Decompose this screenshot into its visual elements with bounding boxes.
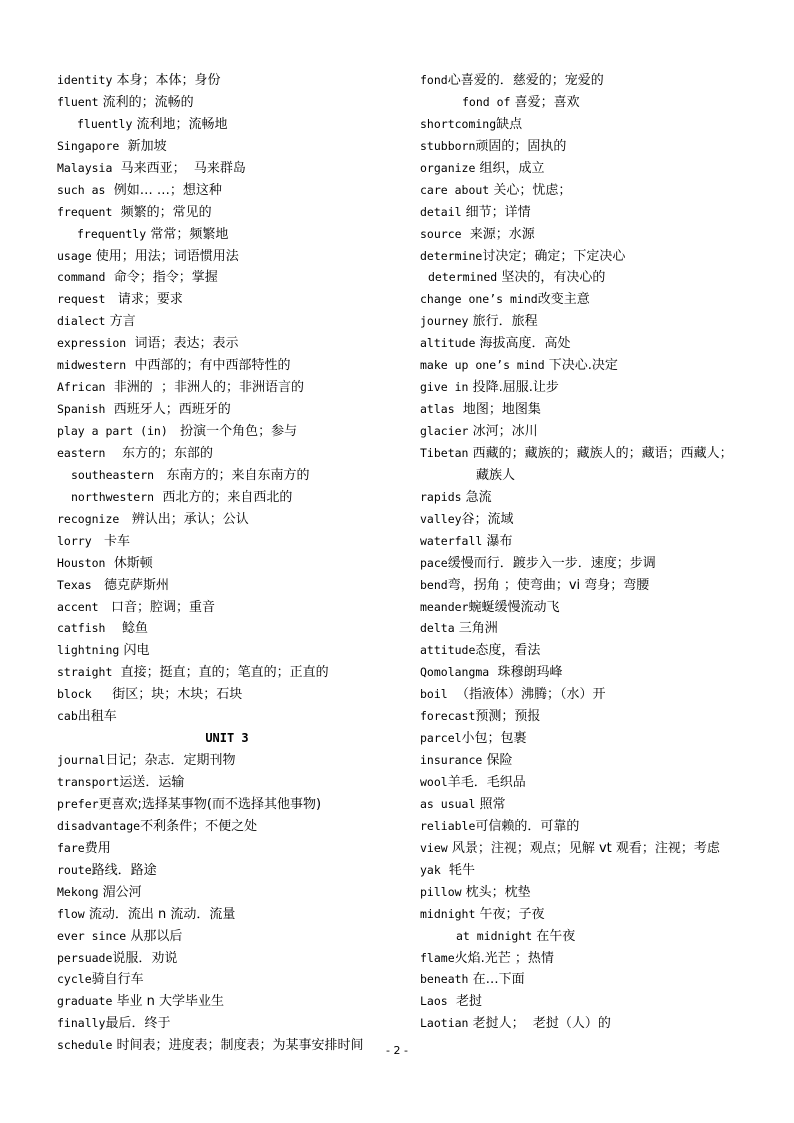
vocab-definition: 扮演一个角色；参与 bbox=[167, 424, 298, 439]
vocab-entry bbox=[420, 948, 780, 970]
unit-heading: UNIT 3 bbox=[205, 731, 249, 746]
vocab-word: midwestern bbox=[57, 358, 127, 373]
vocab-entry bbox=[420, 311, 780, 333]
vocab-entry bbox=[57, 267, 407, 289]
vocab-word: Laos bbox=[420, 994, 448, 1009]
vocab-definition: 讨决定；确定；下定决心 bbox=[482, 248, 626, 264]
vocab-word: block bbox=[57, 687, 92, 702]
vocab-entry bbox=[420, 158, 780, 180]
vocab-definition: 牦牛 bbox=[440, 862, 476, 878]
vocab-definition: 西藏的；藏族的；藏族人的；藏语；西藏人； bbox=[468, 445, 733, 461]
vocab-entry bbox=[420, 816, 780, 838]
vocab-definition: 东方的；东部的 bbox=[105, 445, 213, 461]
vocab-word: African bbox=[57, 380, 106, 395]
vocab-definition: 方言 bbox=[105, 314, 136, 330]
vocab-word: beneath bbox=[420, 972, 469, 987]
vocab-definition: 更喜欢;选择某事物(而不选择其他事物) bbox=[98, 796, 322, 812]
vocab-definition: 风景；注视；观点；见解 vt 观看；注视；考虑 bbox=[447, 840, 720, 856]
vocab-word: Laotian bbox=[420, 1016, 469, 1031]
vocab-entry bbox=[420, 750, 780, 772]
vocab-entry bbox=[420, 377, 780, 399]
vocab-word: cycle bbox=[57, 972, 92, 987]
vocab-definition: 组织，成立 bbox=[475, 160, 545, 176]
vocab-word: forecast bbox=[420, 709, 476, 724]
vocab-definition: 本身；本体；身份 bbox=[112, 73, 221, 88]
vocab-definition: 例如… …；想这种 bbox=[105, 182, 222, 198]
vocab-word: accent bbox=[57, 599, 99, 614]
vocab-definition: 休斯顿 bbox=[105, 555, 153, 571]
vocab-word: as usual bbox=[420, 796, 476, 811]
vocab-entry bbox=[57, 180, 407, 202]
vocab-entry bbox=[420, 289, 780, 311]
vocab-entry bbox=[420, 640, 780, 662]
vocab-definition: 在…下面 bbox=[468, 972, 525, 988]
vocab-definition: 火焰.光芒 ；热情 bbox=[454, 950, 554, 966]
vocab-word: Tibetan bbox=[420, 445, 469, 460]
vocab-entry bbox=[57, 158, 407, 180]
vocab-word: fluent bbox=[57, 94, 99, 109]
vocab-entry bbox=[57, 509, 407, 531]
vocab-word: fare bbox=[57, 840, 85, 855]
vocab-word: catfish bbox=[57, 621, 106, 636]
vocab-entry bbox=[420, 202, 780, 224]
vocab-entry bbox=[57, 794, 407, 816]
vocab-definition: 照常 bbox=[475, 796, 506, 812]
vocab-word: ever since bbox=[57, 928, 127, 943]
vocab-entry bbox=[420, 509, 780, 531]
vocab-definition: 关心；忧虑； bbox=[489, 182, 572, 198]
vocab-entry bbox=[57, 443, 407, 465]
vocab-definition: 湄公河 bbox=[98, 884, 142, 900]
vocab-entry bbox=[57, 70, 407, 92]
vocab-entry bbox=[420, 860, 780, 882]
vocab-word: lightning bbox=[57, 643, 120, 658]
vocab-word: lorry bbox=[57, 533, 92, 548]
vocab-entry bbox=[420, 904, 780, 926]
vocab-definition: 蜿蜒缓慢流动飞 bbox=[468, 599, 560, 615]
vocab-entry bbox=[420, 597, 780, 619]
vocab-definition: 路线．路途 bbox=[91, 862, 157, 878]
vocab-entry bbox=[420, 333, 780, 355]
vocab-word: command bbox=[57, 270, 106, 285]
vocab-definition: 不利条件；不便之处 bbox=[140, 818, 258, 834]
vocab-definition: 可信赖的．可靠的 bbox=[475, 818, 580, 834]
vocab-entry bbox=[420, 706, 780, 728]
vocab-entry bbox=[420, 224, 780, 246]
vocab-definition: 枕头；枕垫 bbox=[461, 884, 531, 900]
vocab-word: transport bbox=[57, 775, 120, 789]
vocab-word: journal bbox=[57, 753, 106, 768]
vocab-entry bbox=[57, 816, 407, 838]
vocab-entry bbox=[57, 246, 407, 268]
vocab-entry bbox=[57, 882, 407, 904]
vocab-entry bbox=[57, 684, 407, 706]
vocab-definition: 心喜爱的．慈爱的；宠爱的 bbox=[447, 73, 604, 88]
vocab-word: identity bbox=[57, 73, 113, 87]
vocab-definition: 下决心.决定 bbox=[544, 358, 618, 374]
vocab-word: expression bbox=[57, 336, 127, 351]
vocab-entry bbox=[57, 772, 407, 794]
vocab-definition: 老挝人； 老挝（人）的 bbox=[468, 1016, 611, 1032]
vocab-word: meander bbox=[420, 599, 469, 614]
vocab-entry bbox=[57, 465, 407, 487]
vocab-entry bbox=[57, 399, 407, 421]
vocab-word: fluently bbox=[77, 116, 133, 131]
vocab-word: straight bbox=[57, 665, 113, 680]
vocab-definition: 流利的；流畅的 bbox=[98, 94, 194, 110]
vocab-word: journey bbox=[420, 314, 469, 329]
vocab-word: Mekong bbox=[57, 884, 99, 899]
vocab-word: insurance bbox=[420, 753, 483, 768]
vocab-word: delta bbox=[420, 621, 455, 636]
vocab-entry bbox=[57, 991, 407, 1013]
vocab-word: altitude bbox=[420, 336, 476, 351]
vocab-definition: 海拔高度．高处 bbox=[475, 336, 571, 352]
vocab-entry bbox=[420, 553, 780, 575]
vocab-word: bend bbox=[420, 577, 448, 592]
vocab-definition: 闪电 bbox=[119, 643, 150, 659]
vocab-definition: 说服．劝说 bbox=[112, 950, 178, 966]
vocab-entry bbox=[420, 70, 780, 92]
vocab-word: rapids bbox=[420, 489, 462, 504]
vocab-definition: 命令；指令；掌握 bbox=[105, 270, 218, 286]
vocab-word: recognize bbox=[57, 511, 120, 526]
vocab-definition: 辨认出；承认；公认 bbox=[119, 511, 249, 527]
vocab-word: dialect bbox=[57, 314, 106, 329]
vocab-word: atlas bbox=[420, 402, 455, 417]
vocab-word: graduate bbox=[57, 994, 113, 1009]
vocab-definition: 常常；频繁地 bbox=[146, 226, 229, 242]
vocab-definition: 珠穆朗玛峰 bbox=[489, 665, 563, 681]
vocab-entry bbox=[420, 794, 780, 816]
vocab-entry bbox=[420, 1013, 780, 1035]
vocab-entry bbox=[420, 114, 780, 136]
vocab-entry bbox=[57, 355, 407, 377]
vocab-definition: 午夜；子夜 bbox=[475, 906, 545, 922]
vocab-entry bbox=[57, 575, 407, 597]
vocab-word: disadvantage bbox=[57, 818, 141, 833]
vocab-entry bbox=[420, 180, 780, 202]
vocab-definition: 弯，拐角 ；使弯曲；vi 弯身；弯腰 bbox=[447, 577, 650, 593]
vocab-entry bbox=[57, 640, 407, 662]
vocab-word: flow bbox=[57, 906, 85, 921]
vocab-entry-continuation: 藏族人 bbox=[476, 467, 516, 483]
vocab-entry bbox=[57, 1013, 407, 1035]
vocab-word: Houston bbox=[57, 555, 106, 570]
vocab-definition: 中西部的；有中西部特性的 bbox=[126, 358, 291, 374]
vocab-entry bbox=[57, 114, 407, 136]
vocab-definition: 缺点 bbox=[496, 116, 523, 132]
page-number: - 2 - bbox=[386, 1044, 408, 1057]
vocab-word: boil bbox=[420, 687, 448, 702]
vocab-definition: 使用；用法；词语惯用法 bbox=[91, 248, 239, 264]
vocab-definition: 瀑布 bbox=[482, 533, 513, 549]
vocab-definition: 保险 bbox=[482, 753, 513, 769]
vocab-definition: 东南方的；来自东南方的 bbox=[154, 467, 310, 483]
vocab-word: determined bbox=[428, 270, 498, 285]
vocab-definition: 地图；地图集 bbox=[454, 402, 541, 418]
vocab-word: Texas bbox=[57, 577, 92, 592]
vocab-word: pace bbox=[420, 555, 448, 570]
vocab-word: midnight bbox=[420, 906, 476, 921]
vocab-definition: 冰河；冰川 bbox=[468, 424, 538, 439]
vocab-definition: 旅行．旅程 bbox=[468, 314, 538, 330]
vocab-entry bbox=[420, 421, 780, 443]
vocab-entry bbox=[420, 531, 780, 553]
vocab-word: waterfall bbox=[420, 533, 483, 548]
vocab-word: Qomolangma bbox=[420, 665, 490, 680]
vocab-column-left bbox=[57, 70, 407, 1057]
vocab-definition: 急流 bbox=[461, 489, 492, 505]
vocab-definition: 街区；块；木块；石块 bbox=[91, 687, 243, 703]
vocab-word: glacier bbox=[420, 424, 469, 438]
vocab-word: care about bbox=[420, 182, 490, 197]
vocab-entry bbox=[420, 246, 780, 268]
vocab-entry bbox=[57, 311, 407, 333]
vocab-word: frequently bbox=[77, 226, 147, 241]
vocab-word: parcel bbox=[420, 731, 462, 746]
vocab-definition: 卡车 bbox=[91, 533, 131, 549]
vocab-word: determine bbox=[420, 248, 483, 263]
vocab-word: Singapore bbox=[57, 138, 120, 153]
vocab-entry bbox=[57, 706, 407, 728]
vocab-entry bbox=[57, 202, 407, 224]
vocab-entry bbox=[420, 728, 780, 750]
vocab-word: fond bbox=[420, 73, 448, 87]
vocab-definition: 流动．流出 n 流动．流量 bbox=[84, 906, 236, 922]
vocab-entry bbox=[57, 618, 407, 640]
vocab-entry bbox=[57, 838, 407, 860]
vocab-word: yak bbox=[420, 862, 441, 877]
vocab-entry bbox=[57, 750, 407, 772]
vocab-entry bbox=[57, 926, 407, 948]
vocab-definition: 态度，看法 bbox=[475, 643, 541, 659]
vocab-entry bbox=[420, 684, 780, 706]
vocab-entry bbox=[57, 136, 407, 158]
vocab-word: Malaysia bbox=[57, 160, 113, 175]
vocab-word: route bbox=[57, 862, 92, 877]
vocab-definition: 羊毛．毛织品 bbox=[447, 775, 526, 790]
vocab-entry bbox=[57, 969, 407, 991]
vocab-word: frequent bbox=[57, 204, 113, 219]
vocab-definition: 坚决的，有决心的 bbox=[497, 270, 606, 286]
vocab-definition: 投降.屈服.让步 bbox=[468, 380, 559, 396]
vocab-entry bbox=[420, 618, 780, 640]
vocab-definition: 小包；包裹 bbox=[461, 731, 527, 747]
vocab-column-right bbox=[420, 70, 780, 1035]
vocab-definition: 德克萨斯州 bbox=[91, 577, 170, 593]
vocab-entry bbox=[420, 575, 780, 597]
vocab-definition: 频繁的；常见的 bbox=[112, 204, 212, 220]
vocab-word: such as bbox=[57, 182, 106, 197]
vocab-entry bbox=[420, 136, 780, 158]
vocab-definition: 喜爱；喜欢 bbox=[510, 94, 580, 110]
vocab-definition: 骑自行车 bbox=[91, 972, 144, 988]
vocab-entry bbox=[57, 662, 407, 684]
vocab-definition: 请求；要求 bbox=[105, 292, 183, 308]
vocab-definition: 直接；挺直；直的；笔直的；正直的 bbox=[112, 665, 329, 681]
vocab-word: usage bbox=[57, 248, 92, 263]
vocab-definition: 毕业 n 大学毕业生 bbox=[112, 994, 225, 1010]
vocab-entry bbox=[57, 553, 407, 575]
vocab-entry bbox=[57, 421, 407, 443]
vocab-word: stubborn bbox=[420, 138, 476, 153]
vocab-definition: 新加坡 bbox=[119, 138, 167, 154]
vocab-word: prefer bbox=[57, 796, 99, 811]
vocab-definition: 出租车 bbox=[77, 709, 117, 725]
vocab-definition: 时间表；进度表；制度表；为某事安排时间 bbox=[112, 1038, 364, 1054]
vocab-definition: 西北方的；来自西北的 bbox=[154, 489, 293, 505]
vocab-definition: 词语；表达；表示 bbox=[126, 336, 239, 352]
vocab-word: attitude bbox=[420, 643, 476, 658]
vocab-entry bbox=[57, 92, 407, 114]
vocab-word: make up one’s mind bbox=[420, 358, 545, 373]
vocab-definition: 老挝 bbox=[447, 994, 482, 1010]
vocab-entry bbox=[420, 838, 780, 860]
vocab-definition: 从那以后 bbox=[126, 928, 183, 944]
vocab-entry bbox=[420, 355, 780, 377]
vocab-definition: 日记；杂志．定期刊物 bbox=[105, 753, 236, 769]
vocab-definition: 缓慢而行．踱步入一步．速度；步调 bbox=[447, 555, 656, 571]
vocab-definition: 顽固的；固执的 bbox=[475, 138, 567, 154]
vocab-word: valley bbox=[420, 511, 462, 526]
vocab-entry bbox=[420, 772, 780, 794]
vocab-entry bbox=[420, 267, 780, 289]
vocab-word: schedule bbox=[57, 1038, 113, 1053]
vocab-entry bbox=[57, 487, 407, 509]
vocab-definition: 马来西亚； 马来群岛 bbox=[112, 160, 246, 176]
vocab-word: source bbox=[420, 226, 462, 241]
vocab-entry bbox=[420, 92, 780, 114]
vocab-word: pillow bbox=[420, 884, 462, 899]
vocab-word: flame bbox=[420, 950, 455, 965]
vocab-entry bbox=[420, 882, 780, 904]
vocab-entry bbox=[420, 926, 780, 948]
vocab-word: change one’s mind bbox=[420, 292, 538, 307]
vocab-word: finally bbox=[57, 1016, 106, 1031]
vocab-definition: 口音；腔调；重音 bbox=[98, 599, 215, 615]
vocab-word: give in bbox=[420, 380, 469, 395]
vocab-entry bbox=[57, 224, 407, 246]
vocab-entry bbox=[420, 399, 780, 421]
vocab-entry bbox=[57, 904, 407, 926]
vocab-definition: 流利地；流畅地 bbox=[132, 116, 228, 132]
vocab-word: wool bbox=[420, 775, 448, 789]
vocab-entry bbox=[57, 860, 407, 882]
vocab-entry bbox=[420, 443, 780, 465]
vocab-word: play a part (in) bbox=[57, 424, 168, 438]
vocab-word: cab bbox=[57, 709, 78, 724]
vocab-word: detail bbox=[420, 204, 462, 219]
vocab-entry bbox=[420, 662, 780, 684]
vocab-definition: 最后．终于 bbox=[105, 1016, 171, 1032]
vocab-word: Spanish bbox=[57, 402, 106, 417]
vocab-entry bbox=[57, 377, 407, 399]
vocab-word: reliable bbox=[420, 818, 476, 833]
vocab-definition: 运送．运输 bbox=[119, 775, 185, 790]
vocab-word: northwestern bbox=[71, 489, 155, 504]
vocab-entry bbox=[57, 597, 407, 619]
vocab-word: eastern bbox=[57, 445, 106, 460]
vocab-definition: 西班牙人；西班牙的 bbox=[105, 402, 231, 418]
vocab-word: persuade bbox=[57, 950, 113, 965]
vocab-entry bbox=[57, 531, 407, 553]
vocab-word: view bbox=[420, 840, 448, 855]
vocab-definition: 谷；流域 bbox=[461, 511, 514, 527]
vocab-entry bbox=[57, 289, 407, 311]
vocab-definition: 非洲的 ；非洲人的；非洲语言的 bbox=[105, 380, 304, 396]
vocab-entry bbox=[420, 969, 780, 991]
vocab-word: fond of bbox=[462, 94, 511, 109]
vocab-definition: 三角洲 bbox=[454, 621, 498, 637]
vocab-definition: 费用 bbox=[84, 840, 111, 856]
vocab-word: organize bbox=[420, 160, 476, 175]
vocab-definition: 细节；详情 bbox=[461, 204, 531, 220]
vocab-word: at midnight bbox=[456, 928, 533, 943]
vocab-entry bbox=[420, 991, 780, 1013]
vocab-definition: 预测；预报 bbox=[475, 709, 541, 725]
vocab-word: shortcoming bbox=[420, 116, 497, 131]
vocab-word: request bbox=[57, 292, 106, 307]
vocab-word: southeastern bbox=[71, 467, 155, 482]
vocab-entry bbox=[420, 487, 780, 509]
vocab-entry bbox=[57, 948, 407, 970]
vocab-definition: 改变主意 bbox=[537, 292, 590, 308]
vocab-definition: 鲶鱼 bbox=[105, 621, 148, 637]
vocab-definition: （指液体）沸腾；（水）开 bbox=[447, 687, 606, 703]
vocab-entry bbox=[57, 333, 407, 355]
vocab-definition: 来源；水源 bbox=[461, 226, 535, 242]
vocab-definition: 在午夜 bbox=[532, 928, 576, 944]
